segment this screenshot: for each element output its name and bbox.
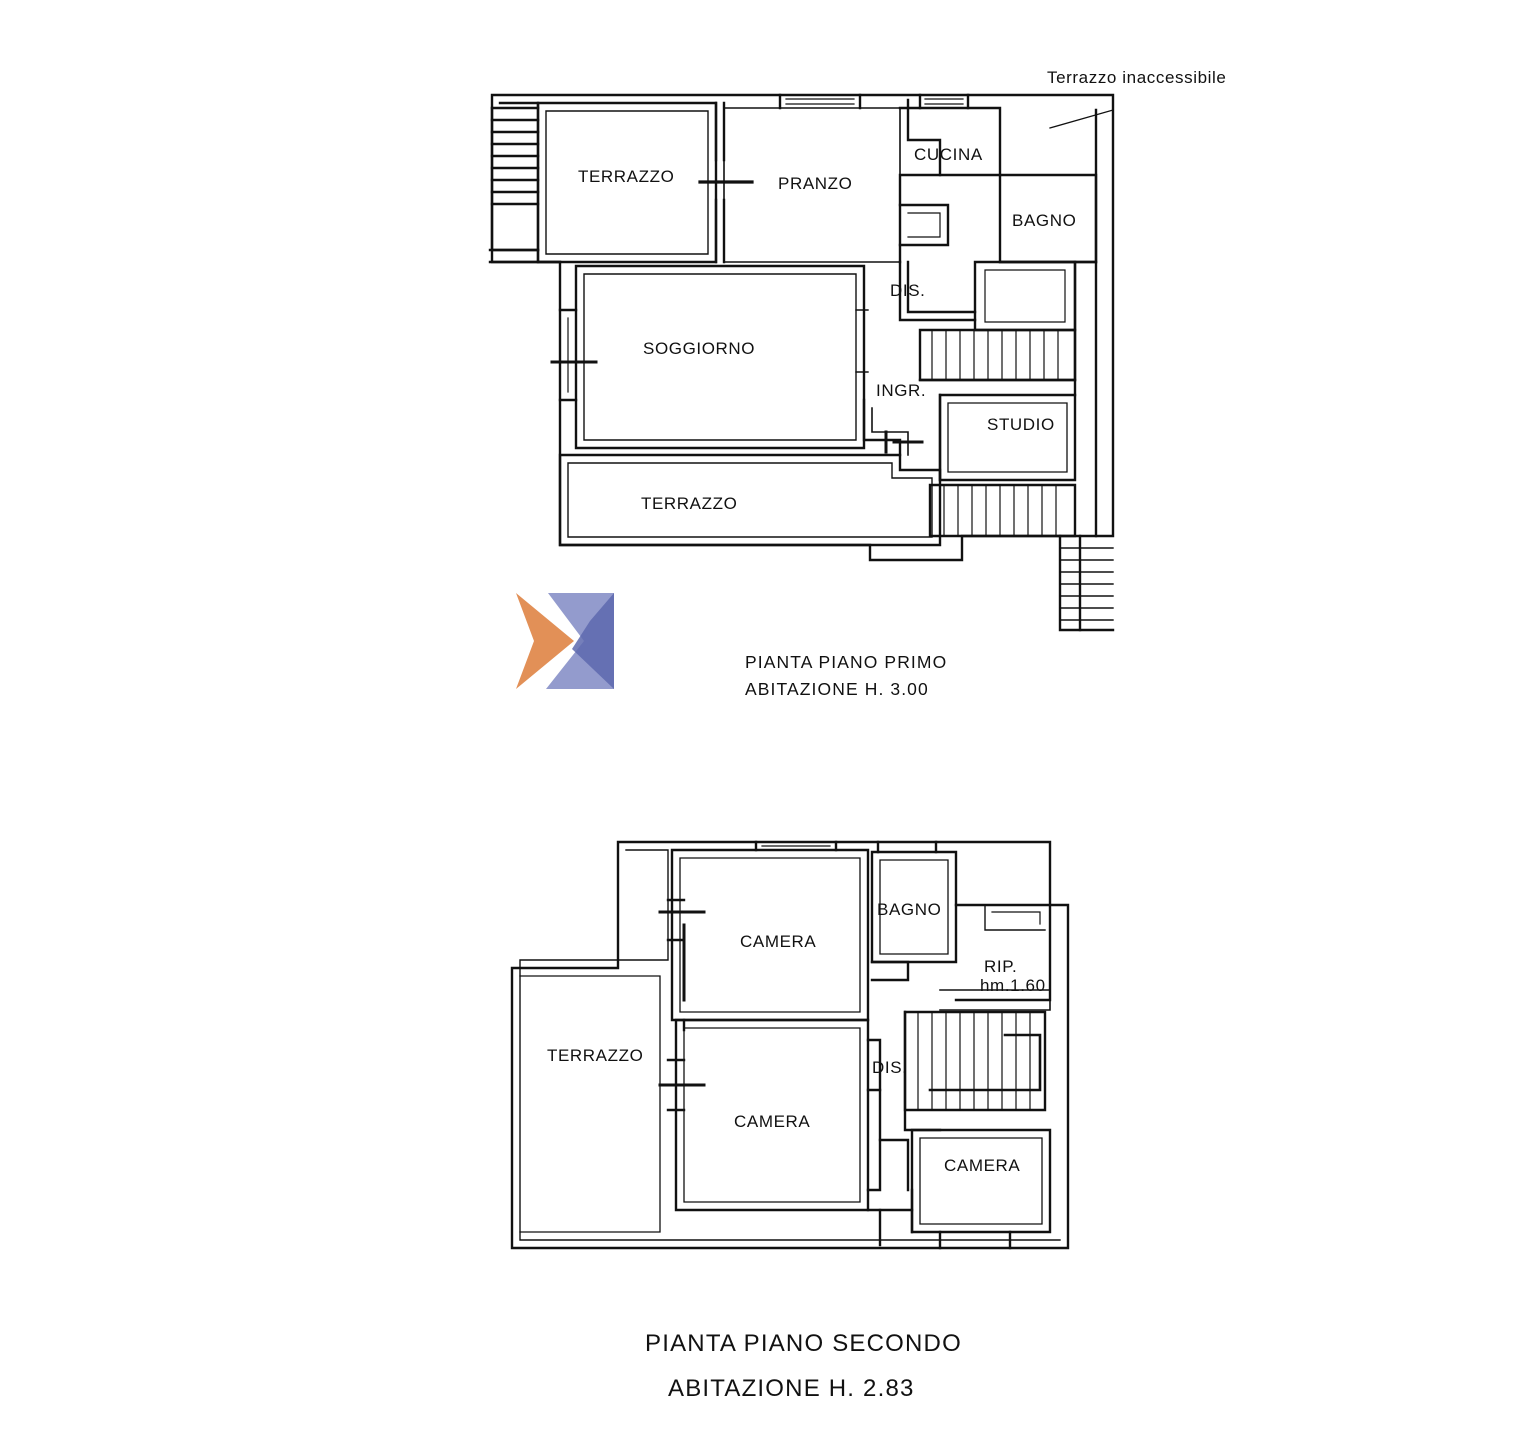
room-label-disimpegno-2: DIS. xyxy=(872,1058,908,1077)
room-label-terrazzo-nord: TERRAZZO xyxy=(578,167,675,186)
room-label-disimpegno: DIS. xyxy=(890,281,926,300)
room-label-ripostiglio-height: hm.1.60 xyxy=(980,976,1046,995)
room-label-terrazzo-sud: TERRAZZO xyxy=(641,494,738,513)
caption-piano-primo-line1: PIANTA PIANO PRIMO xyxy=(745,652,948,672)
room-label-ripostiglio: RIP. xyxy=(984,957,1018,976)
room-label-terrazzo-2: TERRAZZO xyxy=(547,1046,644,1065)
room-label-cucina: CUCINA xyxy=(914,145,983,164)
room-label-pranzo: PRANZO xyxy=(778,174,853,193)
room-label-soggiorno: SOGGIORNO xyxy=(643,339,756,358)
room-label-studio: STUDIO xyxy=(987,415,1055,434)
annotation-terrazzo-inaccessibile: Terrazzo inaccessibile xyxy=(1047,68,1227,87)
room-label-bagno: BAGNO xyxy=(1012,211,1077,230)
caption-piano-secondo-line1: PIANTA PIANO SECONDO xyxy=(645,1330,962,1357)
agency-logo xyxy=(512,585,630,697)
caption-piano-primo-line2: ABITAZIONE H. 3.00 xyxy=(745,679,929,699)
room-label-camera-ovest: CAMERA xyxy=(734,1112,811,1131)
room-label-camera-est: CAMERA xyxy=(944,1156,1021,1175)
caption-piano-secondo-line2: ABITAZIONE H. 2.83 xyxy=(668,1375,915,1402)
room-label-camera-nord: CAMERA xyxy=(740,932,817,951)
room-label-bagno-2: BAGNO xyxy=(877,900,942,919)
room-label-ingresso: INGR. xyxy=(876,381,927,400)
